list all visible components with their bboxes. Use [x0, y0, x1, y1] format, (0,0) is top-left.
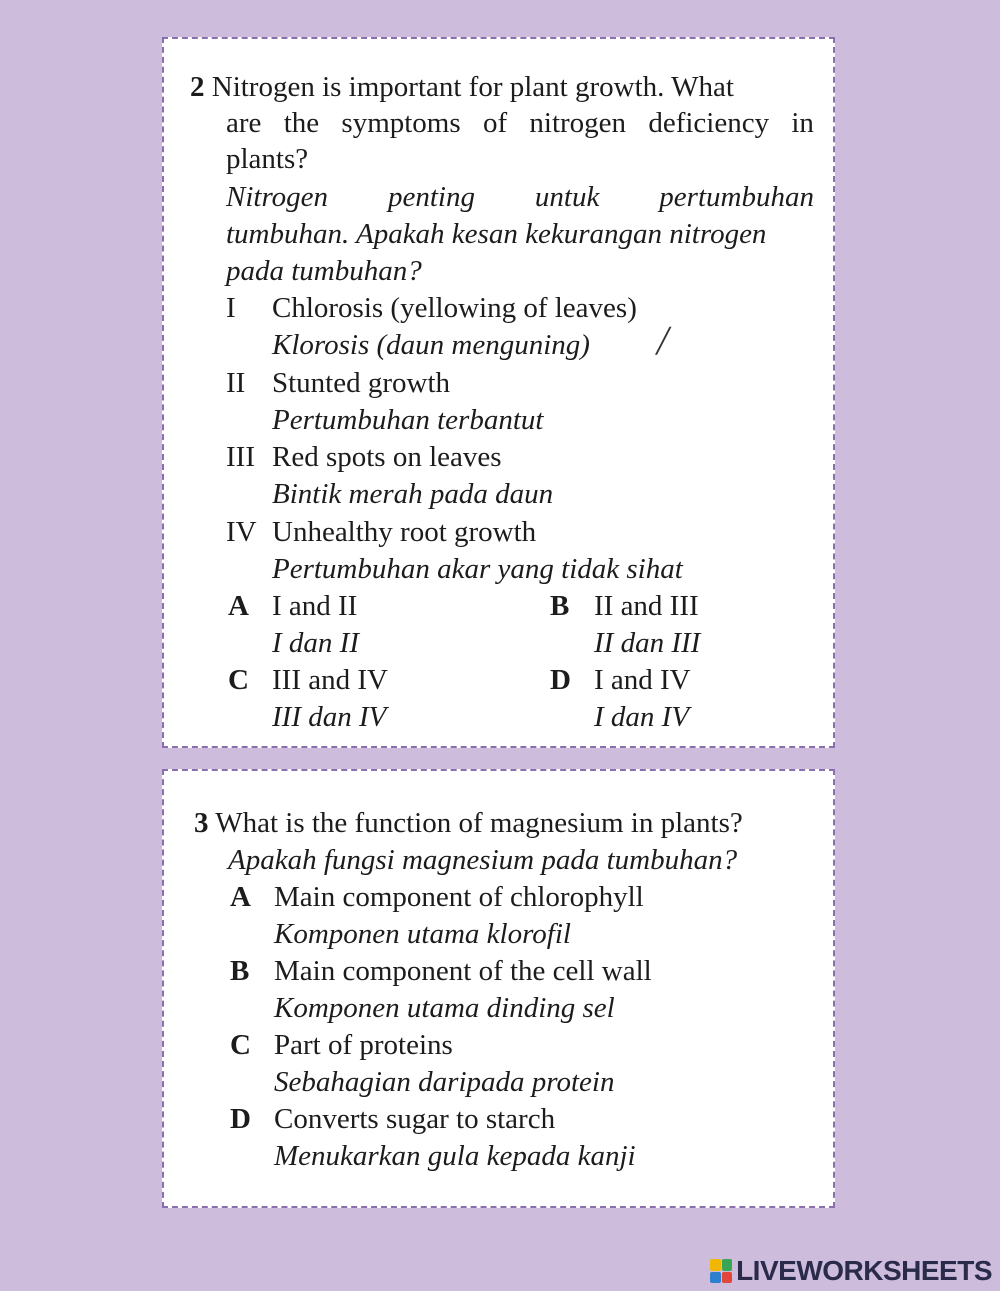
logo-badge-icon — [710, 1259, 732, 1283]
statement-numeral: I — [226, 292, 236, 324]
logo-square — [710, 1259, 721, 1271]
logo-text: LIVEWORKSHEETS — [736, 1255, 992, 1286]
option-text: II and III — [594, 590, 699, 622]
option-letter: A — [230, 881, 251, 913]
option-text: Main component of the cell wall — [274, 955, 652, 987]
option-translation: Sebahagian daripada protein — [274, 1066, 615, 1098]
question-2-card — [162, 37, 835, 748]
question-3-translation: Apakah fungsi magnesium pada tumbuhan? — [228, 844, 738, 876]
statement-numeral: II — [226, 367, 246, 399]
question-2-stem-line-1 — [190, 69, 734, 105]
option-letter: D — [230, 1103, 251, 1135]
option-translation: Komponen utama dinding sel — [274, 992, 615, 1024]
option-text: Main component of chlorophyll — [274, 881, 644, 913]
statement-translation: Pertumbuhan terbantut — [272, 404, 544, 436]
pen-tick-mark: ╱ — [656, 329, 671, 355]
statement-numeral: III — [226, 441, 255, 473]
option-letter: B — [550, 590, 570, 622]
statement-translation: Pertumbuhan akar yang tidak sihat — [272, 553, 683, 585]
statement-text: Chlorosis (yellowing of leaves) — [272, 292, 637, 324]
question-2-translation-line-3: pada tumbuhan? — [226, 255, 422, 287]
option-translation: I dan II — [272, 627, 359, 659]
logo-square — [722, 1259, 733, 1271]
option-translation: I dan IV — [594, 701, 690, 733]
option-letter: B — [230, 955, 250, 987]
question-number: 3 — [194, 807, 209, 839]
option-translation: Menukarkan gula kepada kanji — [274, 1140, 636, 1172]
statement-text: Unhealthy root growth — [272, 516, 537, 548]
question-text: What is the function of magnesium in plants? — [215, 807, 743, 839]
question-2-stem-line-2: are the symptoms of nitrogen deficiency in — [226, 107, 814, 139]
statement-numeral: IV — [226, 516, 257, 548]
liveworksheets-logo[interactable] — [710, 1255, 992, 1287]
question-3-card — [162, 769, 835, 1208]
statement-translation: Klorosis (daun menguning) — [272, 329, 590, 361]
logo-square — [710, 1272, 721, 1284]
option-letter: C — [228, 664, 249, 696]
statement-text: Stunted growth — [272, 367, 451, 399]
question-number: 2 — [190, 71, 205, 103]
option-translation: III dan IV — [272, 701, 387, 733]
question-2-stem-line-3: plants? — [226, 143, 309, 175]
option-letter: A — [228, 590, 249, 622]
option-translation: Komponen utama klorofil — [274, 918, 571, 950]
option-text: Part of proteins — [274, 1029, 453, 1061]
question-2-translation-line-1: Nitrogen penting untuk pertumbuhan — [226, 181, 814, 213]
question-2-translation-line-2: tumbuhan. Apakah kesan kekurangan nitrogen — [226, 218, 767, 250]
option-letter: D — [550, 664, 571, 696]
option-text: I and II — [272, 590, 358, 622]
logo-square — [722, 1272, 733, 1284]
option-letter: C — [230, 1029, 251, 1061]
option-text: Converts sugar to starch — [274, 1103, 556, 1135]
statement-translation: Bintik merah pada daun — [272, 478, 554, 510]
question-text: Nitrogen is important for plant growth. What — [211, 71, 734, 103]
option-text: III and IV — [272, 664, 388, 696]
statement-text: Red spots on leaves — [272, 441, 502, 473]
question-3-stem — [194, 805, 743, 841]
option-translation: II dan III — [594, 627, 701, 659]
option-text: I and IV — [594, 664, 691, 696]
